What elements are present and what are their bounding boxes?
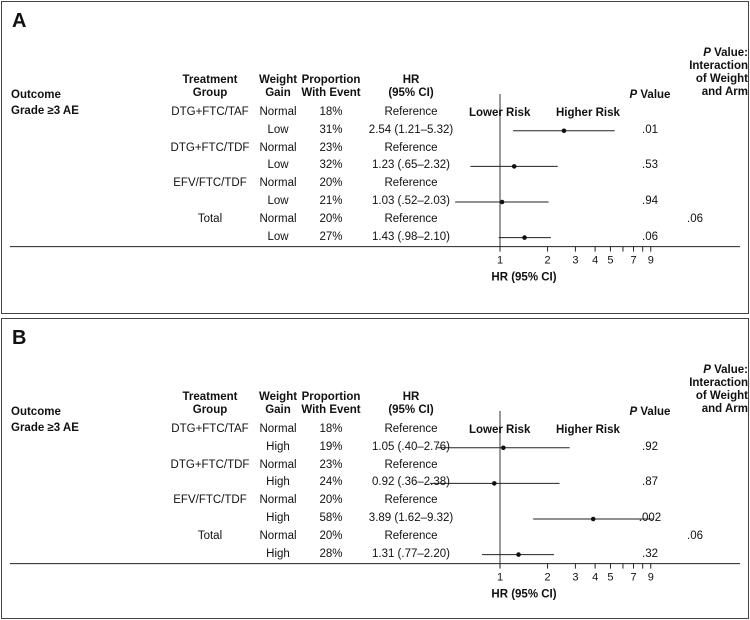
row-weight-gain: Normal bbox=[259, 106, 297, 118]
header-weight-gain-1: Weight bbox=[258, 74, 298, 86]
header-interaction-3: of Weight bbox=[695, 73, 748, 85]
hr-point bbox=[522, 235, 527, 240]
row-p-value: .01 bbox=[642, 123, 658, 136]
header-proportion-1: Proportion bbox=[301, 74, 361, 86]
hr-point bbox=[501, 446, 506, 451]
header-interaction-4: and Arm bbox=[701, 86, 748, 98]
header-interaction-rest: Value: bbox=[710, 364, 748, 376]
x-tick-label-3: 3 bbox=[572, 571, 579, 584]
row-hr-text: 1.05 (.40–2.76) bbox=[371, 440, 450, 453]
direction-label-lower: Lower Risk bbox=[469, 107, 531, 119]
forest-panel-a bbox=[1, 1, 749, 314]
x-tick-label-7: 7 bbox=[630, 254, 637, 267]
row-p-value: .92 bbox=[642, 440, 658, 453]
row-hr-text: 1.31 (.77–2.20) bbox=[371, 547, 450, 560]
row-hr-text: Reference bbox=[384, 494, 438, 507]
row-proportion: 21% bbox=[319, 195, 343, 207]
row-treatment-group: EFV/FTC/TDF bbox=[173, 494, 247, 507]
x-tick-label-1: 1 bbox=[496, 254, 504, 267]
row-p-value: .94 bbox=[642, 195, 658, 207]
hr-point bbox=[562, 129, 567, 134]
row-treatment-group: Total bbox=[197, 529, 223, 542]
header-p-italic: P bbox=[629, 406, 638, 418]
row-treatment-group: EFV/FTC/TDF bbox=[173, 177, 247, 190]
row-interaction-p: .06 bbox=[687, 529, 703, 542]
header-outcome: Outcome bbox=[11, 89, 61, 101]
row-treatment-group: DTG+FTC/TDF bbox=[170, 458, 250, 471]
row-hr-text: 2.54 (1.21–5.32) bbox=[368, 123, 454, 136]
row-weight-gain: Normal bbox=[259, 458, 297, 471]
row-proportion: 20% bbox=[319, 177, 343, 190]
row-proportion: 18% bbox=[319, 423, 343, 435]
row-proportion: 23% bbox=[319, 141, 343, 154]
header-p-rest: Value bbox=[637, 89, 671, 101]
row-proportion: 27% bbox=[319, 230, 343, 243]
row-hr-text: 3.89 (1.62–9.32) bbox=[368, 512, 454, 524]
x-tick-label-2: 2 bbox=[544, 254, 551, 267]
row-p-value: .32 bbox=[642, 547, 658, 560]
panel-label: B bbox=[12, 327, 27, 349]
x-tick-label-1: 1 bbox=[496, 571, 504, 584]
row-weight-gain: High bbox=[266, 440, 290, 453]
header-interaction-4: and Arm bbox=[701, 403, 748, 415]
row-proportion: 20% bbox=[319, 212, 343, 225]
x-axis-label: HR (95% CI) bbox=[491, 271, 557, 284]
x-axis-label: HR (95% CI) bbox=[491, 588, 557, 601]
x-tick-label-4: 4 bbox=[592, 254, 599, 267]
row-proportion: 32% bbox=[319, 159, 343, 172]
row-hr-text: 0.92 (.36–2.38) bbox=[371, 476, 450, 489]
x-tick-label-5: 5 bbox=[607, 254, 614, 267]
header-p-italic: P bbox=[629, 89, 638, 101]
row-treatment-group: DTG+FTC/TAF bbox=[171, 423, 249, 435]
row-proportion: 20% bbox=[319, 529, 343, 542]
row-weight-gain: High bbox=[266, 476, 290, 489]
header-weight-gain-2: Gain bbox=[265, 87, 291, 99]
row-proportion: 24% bbox=[319, 476, 343, 489]
header-interaction-2: Interaction bbox=[689, 60, 748, 72]
header-treatment-group-1: Treatment bbox=[182, 391, 238, 403]
header-interaction-italic: P bbox=[703, 364, 711, 376]
header-outcome: Outcome bbox=[11, 406, 61, 418]
row-p-value: .06 bbox=[642, 230, 658, 243]
row-weight-gain: Normal bbox=[259, 177, 297, 190]
x-tick-label-5: 5 bbox=[607, 571, 614, 584]
x-tick-label-9: 9 bbox=[647, 254, 654, 267]
row-weight-gain: Low bbox=[267, 230, 289, 243]
header-p-rest: Value bbox=[637, 406, 671, 418]
header-interaction-rest: Value: bbox=[710, 47, 748, 59]
x-tick-label-2: 2 bbox=[544, 571, 551, 584]
row-weight-gain: High bbox=[266, 512, 290, 524]
x-tick-label-9: 9 bbox=[647, 571, 654, 584]
row-proportion: 28% bbox=[319, 547, 343, 560]
header-treatment-group-2: Group bbox=[192, 87, 228, 99]
row-weight-gain: Normal bbox=[259, 212, 297, 225]
row-treatment-group: Total bbox=[197, 212, 223, 225]
row-p-value: .002 bbox=[638, 512, 662, 524]
header-interaction-italic: P bbox=[703, 47, 711, 59]
row-hr-text: 1.23 (.65–2.32) bbox=[371, 159, 450, 172]
header-interaction-2: Interaction bbox=[689, 377, 748, 389]
row-hr-text: Reference bbox=[384, 106, 438, 118]
panel-label: A bbox=[12, 10, 27, 32]
header-proportion-1: Proportion bbox=[301, 391, 361, 403]
direction-label-higher: Higher Risk bbox=[556, 424, 620, 436]
row-hr-text: Reference bbox=[384, 141, 438, 154]
hr-point bbox=[500, 200, 505, 205]
row-hr-text: Reference bbox=[384, 529, 438, 542]
row-p-value: .53 bbox=[642, 159, 658, 172]
hr-point bbox=[516, 552, 521, 557]
x-tick-label-7: 7 bbox=[630, 571, 637, 584]
row-hr-text: 1.43 (.98–2.10) bbox=[371, 230, 450, 243]
header-proportion-2: With Event bbox=[301, 404, 361, 416]
header-treatment-group-2: Group bbox=[192, 404, 228, 416]
row-weight-gain: Low bbox=[267, 123, 289, 136]
row-proportion: 31% bbox=[319, 123, 343, 136]
row-interaction-p: .06 bbox=[687, 212, 703, 225]
x-tick-label-3: 3 bbox=[572, 254, 579, 267]
x-tick-label-4: 4 bbox=[592, 571, 599, 584]
row-proportion: 23% bbox=[319, 458, 343, 471]
header-hr-1: HR bbox=[402, 74, 420, 86]
row-p-value: .87 bbox=[642, 476, 658, 489]
row-weight-gain: Low bbox=[267, 195, 289, 207]
header-weight-gain-1: Weight bbox=[258, 391, 298, 403]
direction-label-higher: Higher Risk bbox=[556, 107, 620, 119]
header-treatment-group-1: Treatment bbox=[182, 74, 238, 86]
hr-point bbox=[512, 164, 517, 169]
hr-point bbox=[492, 481, 497, 486]
row-proportion: 58% bbox=[319, 512, 343, 524]
outcome-label: Grade ≥3 AE bbox=[11, 422, 79, 434]
forest-panel-b bbox=[1, 318, 749, 619]
row-weight-gain: Low bbox=[267, 159, 289, 172]
row-weight-gain: High bbox=[266, 547, 290, 560]
header-hr-2: (95% CI) bbox=[388, 87, 434, 99]
row-weight-gain: Normal bbox=[259, 423, 297, 435]
header-hr-1: HR bbox=[402, 391, 420, 403]
row-treatment-group: DTG+FTC/TDF bbox=[170, 141, 250, 154]
outcome-label: Grade ≥3 AE bbox=[11, 105, 79, 117]
row-proportion: 18% bbox=[319, 106, 343, 118]
row-hr-text: Reference bbox=[384, 212, 438, 225]
row-weight-gain: Normal bbox=[259, 141, 297, 154]
row-treatment-group: DTG+FTC/TAF bbox=[171, 106, 249, 118]
header-interaction-3: of Weight bbox=[695, 390, 748, 402]
row-hr-text: Reference bbox=[384, 423, 438, 435]
row-proportion: 20% bbox=[319, 494, 343, 507]
header-weight-gain-2: Gain bbox=[265, 404, 291, 416]
row-hr-text: Reference bbox=[384, 177, 438, 190]
header-hr-2: (95% CI) bbox=[388, 404, 434, 416]
row-weight-gain: Normal bbox=[259, 494, 297, 507]
row-proportion: 19% bbox=[319, 440, 343, 453]
row-hr-text: 1.03 (.52–2.03) bbox=[371, 195, 450, 207]
header-proportion-2: With Event bbox=[301, 87, 361, 99]
row-weight-gain: Normal bbox=[259, 529, 297, 542]
row-hr-text: Reference bbox=[384, 458, 438, 471]
direction-label-lower: Lower Risk bbox=[469, 424, 531, 436]
